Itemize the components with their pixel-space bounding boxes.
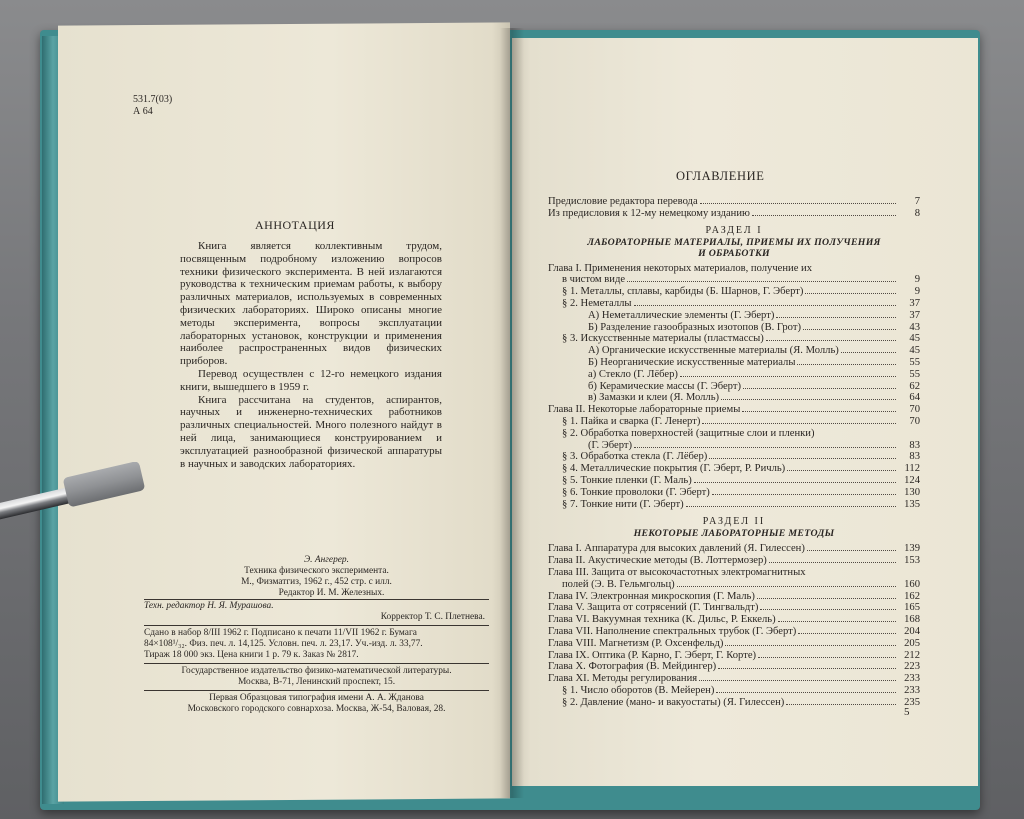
toc-entry xyxy=(548,602,920,614)
toc-entry-page: 153 xyxy=(904,555,920,567)
imprint-block xyxy=(144,555,489,715)
table-of-contents xyxy=(548,196,920,708)
toc-leader-dots xyxy=(634,447,896,448)
toc-entry-label: § 2. Обработка поверхностей (защитные слои и пленки) xyxy=(562,427,815,439)
toc-entry-page: 64 xyxy=(909,392,920,404)
imprint-pub: М., Физматгиз, 1962 г., 452 стр. с илл. xyxy=(241,577,392,587)
toc-entry-label: § 6. Тонкие проволоки (Г. Эберт) xyxy=(562,486,710,498)
toc-entry xyxy=(548,333,920,345)
toc-leader-dots xyxy=(797,364,896,365)
toc-leader-dots xyxy=(752,215,896,216)
toc-entry-page: 162 xyxy=(904,590,920,602)
page-number: 5 xyxy=(904,706,910,718)
imprint-print-line: 84×108¹/₃₂. Физ. печ. л. 14,125. Условн. печ. л. 23,17. Уч.-изд. л. 33,77. xyxy=(144,639,423,649)
toc-entry xyxy=(548,614,920,626)
toc-leader-dots xyxy=(712,494,896,495)
toc-entry xyxy=(548,591,920,603)
toc-entry xyxy=(548,579,920,591)
toc-leader-dots xyxy=(634,305,896,306)
toc-entry-page: 37 xyxy=(909,309,920,321)
toc-entry-label: Глава X. Фотография (В. Мейдингер) xyxy=(548,661,717,673)
section-label: РАЗДЕЛ II xyxy=(702,516,766,528)
toc-leader-dots xyxy=(778,621,896,622)
toc-entry xyxy=(548,345,920,357)
imprint-title: Техника физического эксперимента. xyxy=(244,566,389,576)
toc-entry-label: Глава VIII. Магнетизм (Р. Охсенфельд) xyxy=(548,637,724,649)
annotation-paragraph: Перевод осуществлен с 12-го немецкого издания книги, вышедшего в 1959 г. xyxy=(180,367,442,393)
toc-entry-page: 235 xyxy=(904,696,920,708)
toc-leader-dots xyxy=(798,633,896,634)
toc-entry xyxy=(548,286,920,298)
toc-entry-page: 45 xyxy=(909,345,920,357)
toc-entry-page: 70 xyxy=(909,415,920,427)
toc-entry-label: А) Органические искусственные материалы (Я. Молль) xyxy=(588,345,839,357)
toc-entry-label: § 2. Неметаллы xyxy=(562,297,632,309)
toc-leader-dots xyxy=(760,609,896,610)
toc-entry xyxy=(548,555,920,567)
imprint-staff-row xyxy=(144,599,489,612)
toc-entry-page: 83 xyxy=(909,451,920,463)
toc-leader-dots xyxy=(787,470,896,471)
toc-entry xyxy=(548,357,920,369)
imprint-divider xyxy=(144,663,489,664)
toc-entry-label: § 1. Пайка и сварка (Г. Ленерт) xyxy=(562,415,701,427)
annotation-title: АННОТАЦИЯ xyxy=(255,218,335,232)
toc-leader-dots xyxy=(716,692,896,693)
toc-entry-page: 83 xyxy=(909,439,920,451)
imprint-printer-address: Московского городского совнархоза. Москва, Ж-54, Валовая, 28. xyxy=(187,704,446,714)
toc-entry-label: § 1. Число оборотов (В. Мейерен) xyxy=(562,684,715,696)
toc-entry-page: 223 xyxy=(904,661,920,673)
toc-entry-page: 62 xyxy=(909,380,920,392)
annotation-paragraph: Книга рассчитана на студентов, аспирантов, научных и инженерно-технических работников различных специальностей. Много полезного найдут в ней лица, занимающиеся конструированием и эксплуатацией разнообразной физической аппаратуры в научных и заводских лабораториях. xyxy=(180,393,442,470)
toc-entry-label: а) Стекло (Г. Лёбер) xyxy=(588,368,678,380)
toc-entry xyxy=(548,673,920,685)
toc-entry-page: 205 xyxy=(904,637,920,649)
toc-entry-label: А) Неметаллические элементы (Г. Эберт) xyxy=(588,309,775,321)
toc-entry-label: Глава I. Аппаратура для высоких давлений (Я. Гилессен) xyxy=(548,543,805,555)
toc-entry-label: Глава IV. Электронная микроскопия (Г. Маль) xyxy=(548,590,755,602)
toc-entry xyxy=(548,499,920,511)
toc-entry-label: Предисловие редактора перевода xyxy=(548,196,698,207)
toc-entry-page: 9 xyxy=(914,274,920,286)
toc-leader-dots xyxy=(757,598,896,599)
imprint-divider xyxy=(144,625,489,626)
toc-leader-dots xyxy=(805,293,896,294)
imprint-publisher: Государственное издательство физико-математической литературы. xyxy=(181,666,452,676)
toc-entry xyxy=(548,567,920,579)
toc-entry-label: (Г. Эберт) xyxy=(588,439,633,451)
toc-entry xyxy=(548,661,920,673)
toc-entry xyxy=(548,392,920,404)
annotation-paragraph: Книга является коллективным трудом, посвященным подробному изложению вопросов техники физического эксперимента. В ней излагаются руководства к техническим приемам работы, к выбору различных материалов, используемых в современных физических лабораториях. Широко описаны многие методы эксперимента, вопросы эксплуатации лабораторных установок, конструкции и применения наиболее распространенных видов физических приборов. xyxy=(180,240,442,368)
toc-entry-label: в чистом виде xyxy=(562,274,626,286)
toc-entry-page: 168 xyxy=(904,614,920,626)
section-title-continued: И ОБРАБОТКИ xyxy=(698,247,770,259)
imprint-author: Э. Ангерер. xyxy=(304,555,349,565)
toc-leader-dots xyxy=(694,482,896,483)
toc-leader-dots xyxy=(725,645,896,646)
udc-code xyxy=(133,94,172,118)
toc-entry-page: 135 xyxy=(904,498,920,510)
toc-leader-dots xyxy=(718,668,896,669)
udc-line: 531.7(03) xyxy=(133,94,173,105)
toc-entry xyxy=(548,416,920,428)
toc-entry-page: 7 xyxy=(914,196,920,207)
toc-entry-label: полей (Э. В. Гельмгольц) xyxy=(562,578,675,590)
toc-entry-label: § 7. Тонкие нити (Г. Эберт) xyxy=(562,498,684,510)
toc-entry xyxy=(548,404,920,416)
toc-entry-page: 165 xyxy=(904,602,920,614)
toc-entry xyxy=(548,451,920,463)
toc-entry-label: Из предисловия к 12-му немецкому изданию xyxy=(548,207,750,219)
imprint-divider xyxy=(144,690,489,691)
toc-leader-dots xyxy=(700,203,896,204)
toc-chapter-line: Глава I. Применения некоторых материалов, получение их xyxy=(548,262,813,274)
toc-entry-page: 233 xyxy=(904,673,920,685)
toc-entry-page: 8 xyxy=(914,207,920,219)
toc-leader-dots xyxy=(803,329,896,330)
toc-entry-label: § 5. Тонкие пленки (Г. Маль) xyxy=(562,474,692,486)
section-title: НЕКОТОРЫЕ ЛАБОРАТОРНЫЕ МЕТОДЫ xyxy=(633,528,835,540)
toc-entry-page: 112 xyxy=(904,463,920,475)
toc-entry-page: 43 xyxy=(909,321,920,333)
toc-entry-label: § 2. Давление (мано- и вакуостаты) (Я. Гилессен) xyxy=(562,696,785,708)
toc-section-1-entries xyxy=(548,274,920,510)
imprint-publisher-address: Москва, В-71, Ленинский проспект, 15. xyxy=(237,677,396,687)
toc-entry-page: 9 xyxy=(914,286,920,298)
toc-entry-label: Глава III. Защита от высокочастотных электромагнитных xyxy=(548,566,806,578)
imprint-editor: Редактор И. М. Железных. xyxy=(278,588,385,598)
toc-heading: ОГЛАВЛЕНИЕ xyxy=(676,169,765,183)
toc-entry xyxy=(548,298,920,310)
imprint-printer: Первая Образцовая типография имени А. А. Жданова xyxy=(209,693,424,703)
toc-entry xyxy=(548,650,920,662)
annotation-text xyxy=(180,240,442,470)
toc-entry-page: 212 xyxy=(904,649,920,661)
toc-entry-label: б) Керамические массы (Г. Эберт) xyxy=(588,380,741,392)
toc-entry-label: Глава XI. Методы регулирования xyxy=(548,673,698,685)
toc-entry-label: Б) Неорганические искусственные материалы xyxy=(588,356,796,368)
toc-entry xyxy=(548,369,920,381)
toc-entry-page: 233 xyxy=(904,684,920,696)
marker-pen xyxy=(0,462,154,522)
toc-entry xyxy=(548,274,920,286)
toc-front-matter xyxy=(548,196,920,220)
toc-section-2-entries xyxy=(548,543,920,708)
udc-line: А 64 xyxy=(133,106,153,117)
toc-leader-dots xyxy=(699,680,896,681)
toc-entry-label: § 3. Искусственные материалы (пластмассы) xyxy=(562,333,764,345)
toc-entry xyxy=(548,626,920,638)
imprint-corrector: Корректор Т. С. Плетнева. xyxy=(380,612,485,622)
toc-entry xyxy=(548,428,920,440)
toc-entry-label: § 1. Металлы, сплавы, карбиды (Б. Шарнов, Г. Эберт) xyxy=(562,286,804,298)
toc-entry-label: § 3. Обработка стекла (Г. Лёбер) xyxy=(562,451,708,463)
toc-leader-dots xyxy=(677,586,896,587)
toc-entry-label: § 4. Металлические покрытия (Г. Эберт, Р. Ричль) xyxy=(562,463,786,475)
imprint-print-line: Сдано в набор 8/III 1962 г. Подписано к печати 11/VII 1962 г. Бумага xyxy=(144,628,417,638)
toc-entry-page: 204 xyxy=(904,625,920,637)
toc-entry-label: Глава II. Акустические методы (В. Лоттермозер) xyxy=(548,555,767,567)
toc-entry-label: в) Замазки и клеи (Я. Молль) xyxy=(588,392,720,404)
marker-cap xyxy=(63,462,146,507)
toc-entry xyxy=(548,543,920,555)
toc-entry-page: 55 xyxy=(909,368,920,380)
toc-entry xyxy=(548,487,920,499)
toc-leader-dots xyxy=(769,562,896,563)
toc-entry xyxy=(548,381,920,393)
toc-leader-dots xyxy=(702,423,896,424)
toc-entry-page: 45 xyxy=(909,333,920,345)
toc-leader-dots xyxy=(680,376,896,377)
toc-entry-page: 139 xyxy=(904,543,920,555)
toc-entry-page: 130 xyxy=(904,486,920,498)
toc-entry-label: Б) Разделение газообразных изотопов (В. Грот) xyxy=(588,321,801,333)
toc-leader-dots xyxy=(721,399,896,400)
toc-entry-label: Глава VII. Наполнение спектральных трубок (Г. Эберт) xyxy=(548,625,797,637)
toc-leader-dots xyxy=(709,458,896,459)
toc-entry-page: 37 xyxy=(909,297,920,309)
toc-entry-label: Глава VI. Вакуумная техника (К. Дильс, Р. Еккель) xyxy=(548,614,776,626)
toc-entry-label: Глава IX. Оптика (Р. Карно, Г. Эберт, Г. Корте) xyxy=(548,649,757,661)
toc-leader-dots xyxy=(758,657,896,658)
toc-leader-dots xyxy=(786,704,896,705)
toc-entry xyxy=(548,310,920,322)
toc-entry xyxy=(548,322,920,334)
toc-entry xyxy=(548,440,920,452)
toc-entry xyxy=(548,685,920,697)
toc-entry-page: 70 xyxy=(909,404,920,416)
section-label: РАЗДЕЛ I xyxy=(705,224,763,236)
toc-leader-dots xyxy=(766,340,896,341)
book-gutter-shadow xyxy=(500,28,524,798)
imprint-print-line: Тираж 18 000 экз. Цена книги 1 р. 79 к. Заказ № 2817. xyxy=(144,650,359,660)
toc-leader-dots xyxy=(742,411,896,412)
toc-entry-label: Глава V. Защита от сотрясений (Г. Тингвальдт) xyxy=(548,602,759,614)
toc-entry-page: 124 xyxy=(904,474,920,486)
toc-entry-page: 160 xyxy=(904,578,920,590)
toc-leader-dots xyxy=(686,506,896,507)
toc-leader-dots xyxy=(627,281,896,282)
toc-entry xyxy=(548,697,920,709)
toc-entry-label: Глава II. Некоторые лабораторные приемы xyxy=(548,404,741,416)
toc-leader-dots xyxy=(807,550,896,551)
imprint-tech-editor: Техн. редактор Н. Я. Мурашова. xyxy=(144,601,274,611)
toc-entry xyxy=(548,475,920,487)
toc-leader-dots xyxy=(743,388,896,389)
toc-leader-dots xyxy=(776,317,896,318)
toc-entry-page: 55 xyxy=(909,356,920,368)
toc-leader-dots xyxy=(841,352,896,353)
toc-entry xyxy=(548,196,920,208)
section-title: ЛАБОРАТОРНЫЕ МАТЕРИАЛЫ, ПРИЕМЫ ИХ ПОЛУЧЕНИЯ xyxy=(587,236,881,248)
toc-entry xyxy=(548,463,920,475)
toc-entry xyxy=(548,208,920,220)
toc-entry xyxy=(548,638,920,650)
